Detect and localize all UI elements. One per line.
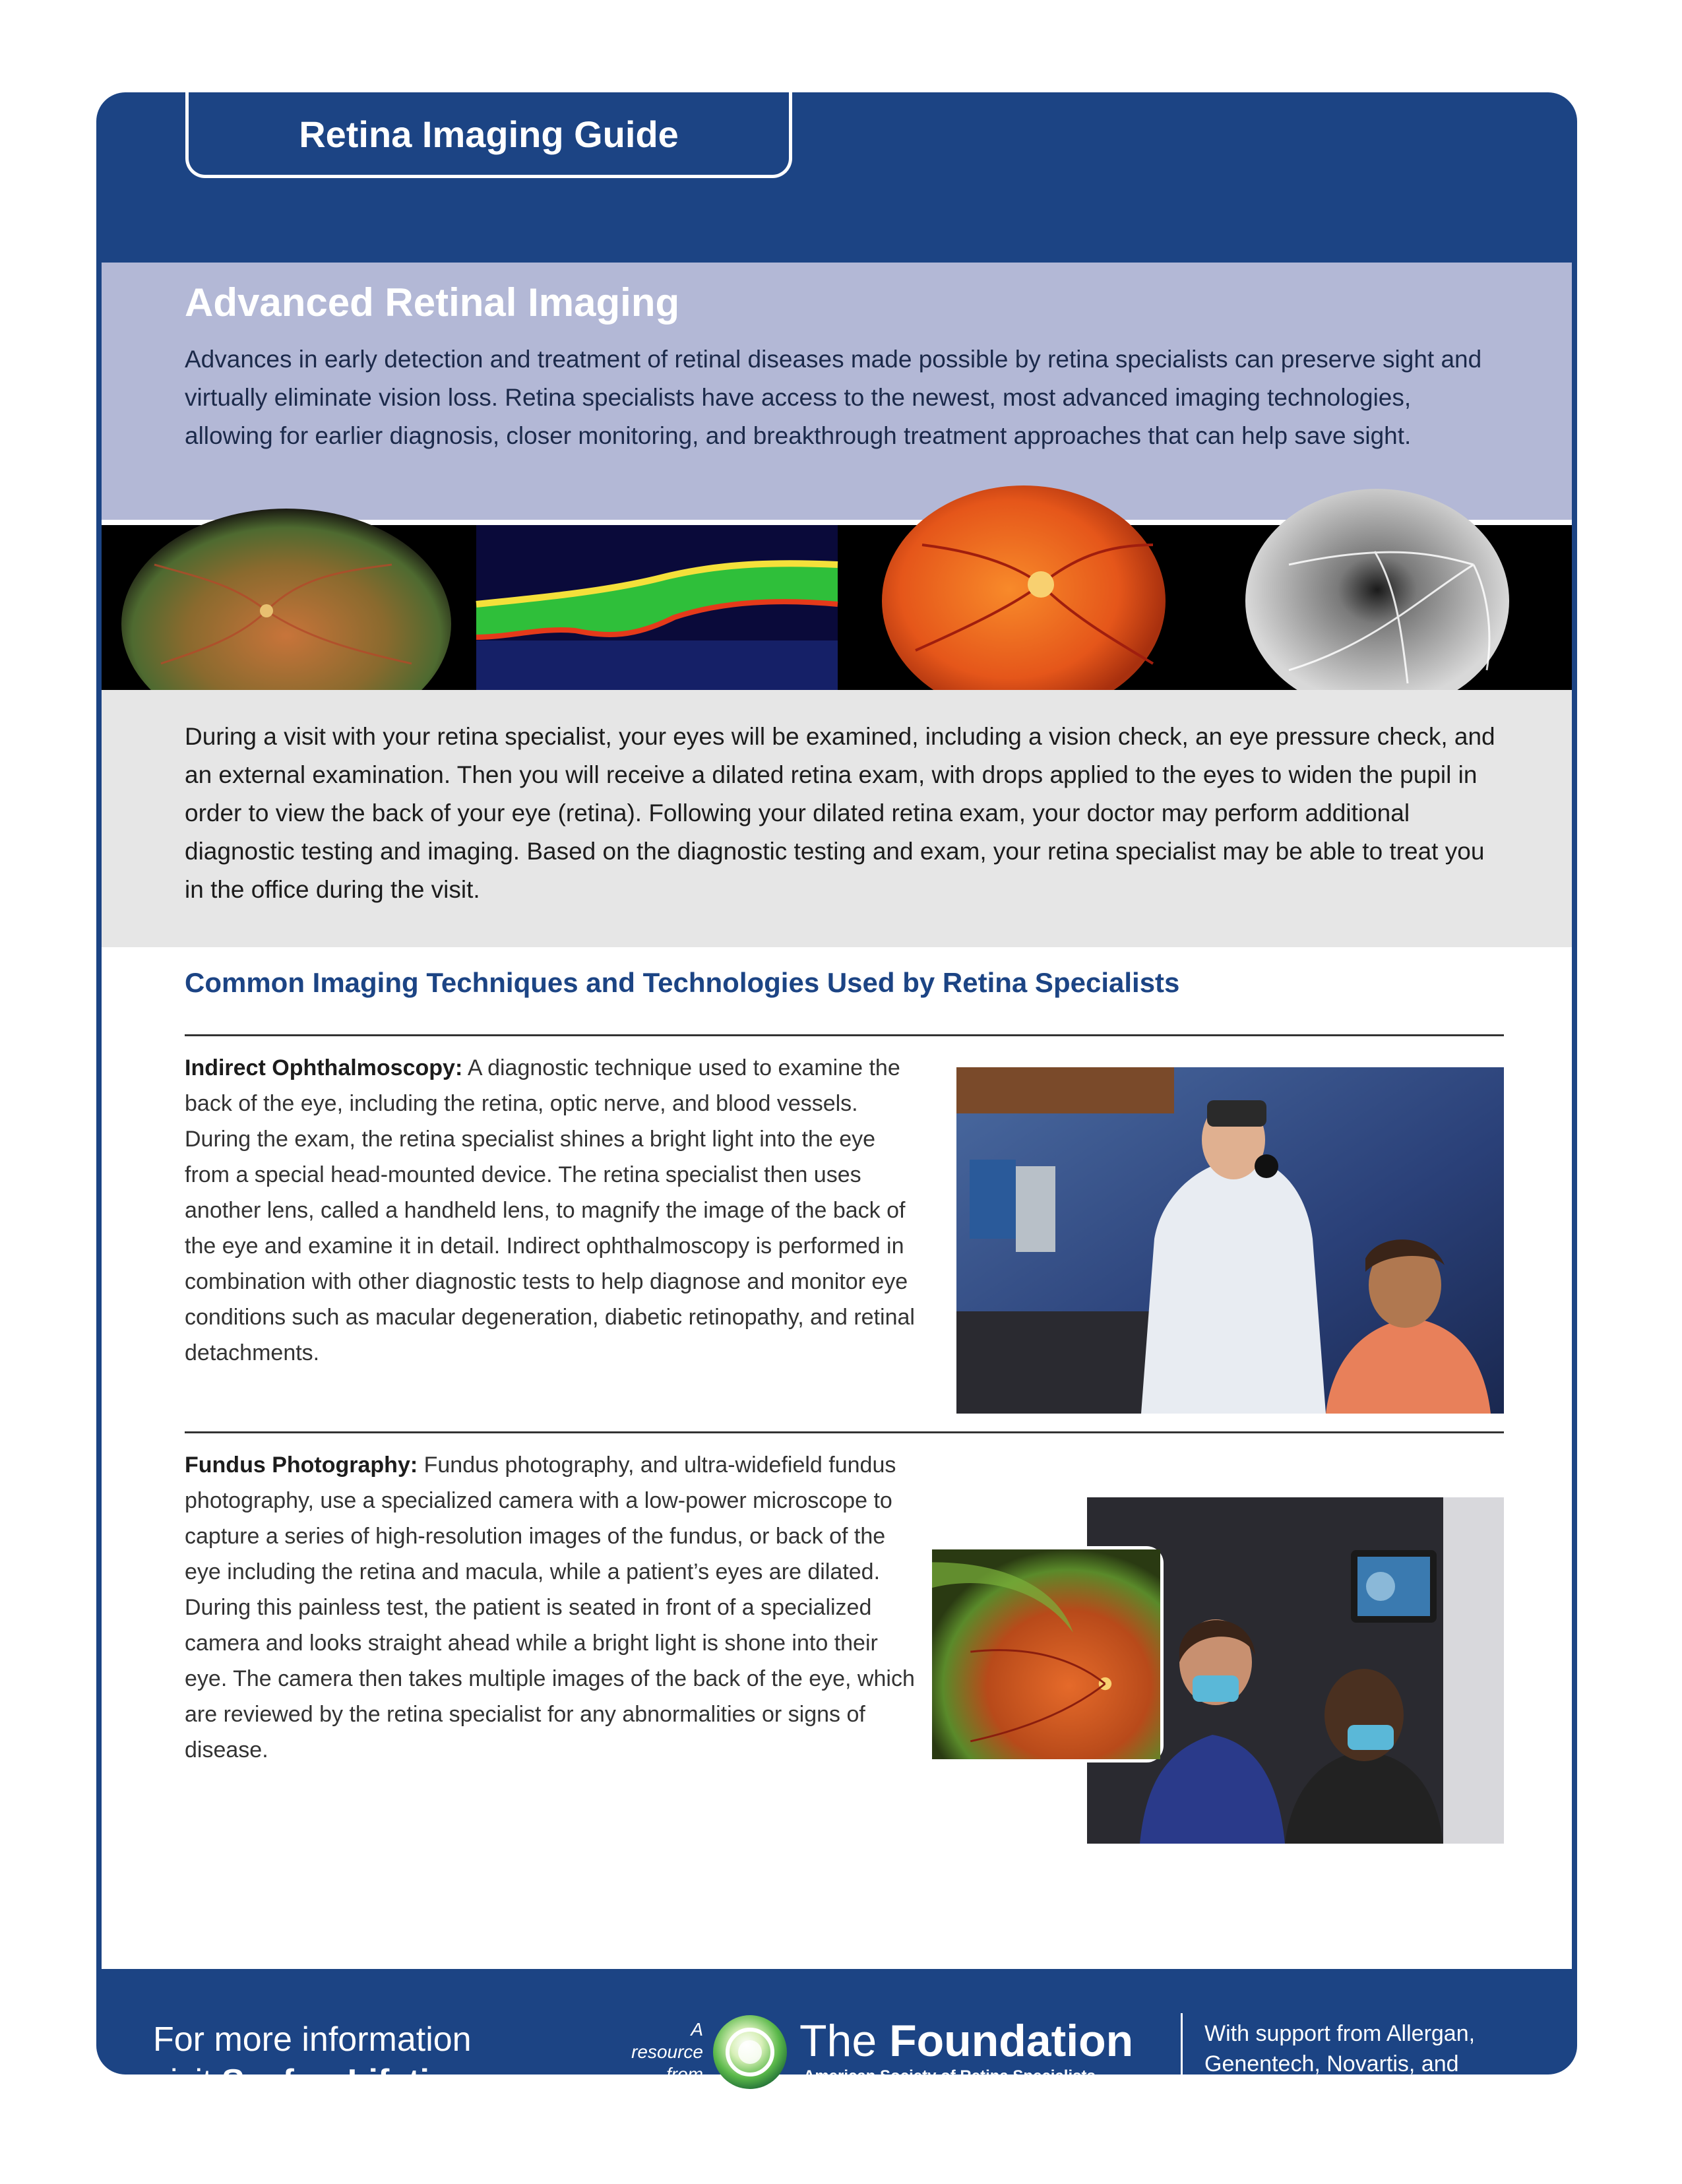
ophthalmoscopy-exam-photo [956, 1067, 1504, 1414]
resource-line: A [691, 2019, 703, 2040]
visit-body: During a visit with your retina specialist, your eyes will be examined, including a vision check, an eye pressure check, and an external examination. Then you will receive a dilated retina exam, with drops applied to the eyes to widen the pupil in order to view the back of your eye (retina). Following your dilated retina exam, your doctor may perform additional diagnostic testing and imaging. Based on the diagnostic testing and exam, your retina specialist may be able to treat you in the office during the visit. [185, 723, 1495, 903]
widefield-fundus-image [102, 525, 471, 690]
resource-line: resource [631, 2042, 703, 2062]
intro-section [102, 263, 1572, 520]
guide-card [96, 92, 1577, 2107]
resource-line: from [666, 2064, 703, 2084]
content-panel [102, 263, 1572, 1969]
divider-rule [185, 1431, 1504, 1433]
footer-divider [1181, 2013, 1183, 2111]
logo-the: The [799, 2016, 890, 2066]
technique-term: Indirect Ophthalmoscopy: [185, 1055, 463, 1080]
color-fundus-image [843, 525, 1204, 690]
technique-description: Fundus photography, and ultra-widefield fundus photography, use a specialized camera with a low-power microscope to capture a series of high-resolution images of the fundus, or back of the eye including the retina and macula, while a patient’s eyes are dilated. During this painless test, the patient is seated in front of a specialized camera and looks straight ahead while a bright light is shone into their eye. The camera then takes multiple images of the back of the eye, which are reviewed by the retina specialist for any abnormalities or signs of disease. [185, 1452, 915, 1763]
intro-body: Advances in early detection and treatment of retinal diseases made possible by retina specialists can preserve sight and virtually eliminate vision loss. Retina specialists have access to the newest, most advanced imaging technologies, allowing for earlier diagnosis, closer monitoring, and breakthrough treatment approaches that can help save sight. [185, 346, 1482, 449]
foundation-logo-icon [711, 2013, 789, 2091]
technique-indirect-ophthalmoscopy [185, 1050, 923, 1371]
footer-info [153, 2018, 544, 2103]
angiography-image [1210, 525, 1572, 690]
resource-label [611, 2018, 703, 2086]
divider-rule [185, 1034, 1504, 1036]
retina-image-strip [102, 525, 1572, 690]
logo-foundation: Foundation [889, 2016, 1134, 2066]
ultra-widefield-fundus-inset [929, 1546, 1164, 1763]
foundation-logo-text [799, 2016, 1133, 2066]
footer-info-line1: For more information [153, 2020, 472, 2059]
visit-section [102, 690, 1572, 947]
technique-term: Fundus Photography: [185, 1452, 418, 1478]
technique-description: A diagnostic technique used to examine the back of the eye, including the retina, optic nerve, and blood vessels. During the exam, the retina specialist shines a bright light into the eye from a special head-mounted device. The retina specialist then uses another lens, called a handheld lens, to magnify the image of the back of the eye and examine it in detail. Indirect ophthalmoscopy is performed in combination with other diagnostic tests to help diagnose and monitor eye conditions such as macular degeneration, diabetic retinopathy, and retinal detachments. [185, 1055, 915, 1365]
oct-scan-image [476, 525, 838, 690]
footer-info-prefix: visit [153, 2063, 222, 2101]
website-link[interactable]: SeeforaLifetime.org [222, 2063, 544, 2101]
foundation-logo-subtitle: American Society of Retina Specialists [803, 2067, 1096, 2085]
support-text: With support from Allergan, Genentech, Novartis, and Regeneron Pharmaceuticals [1204, 2021, 1488, 2107]
technique-fundus-photography [185, 1447, 923, 1768]
intro-title: Advanced Retinal Imaging [185, 280, 680, 325]
techniques-title: Common Imaging Techniques and Technologies Used by Retina Specialists [185, 967, 1180, 998]
guide-tab: Retina Imaging Guide [185, 79, 792, 178]
